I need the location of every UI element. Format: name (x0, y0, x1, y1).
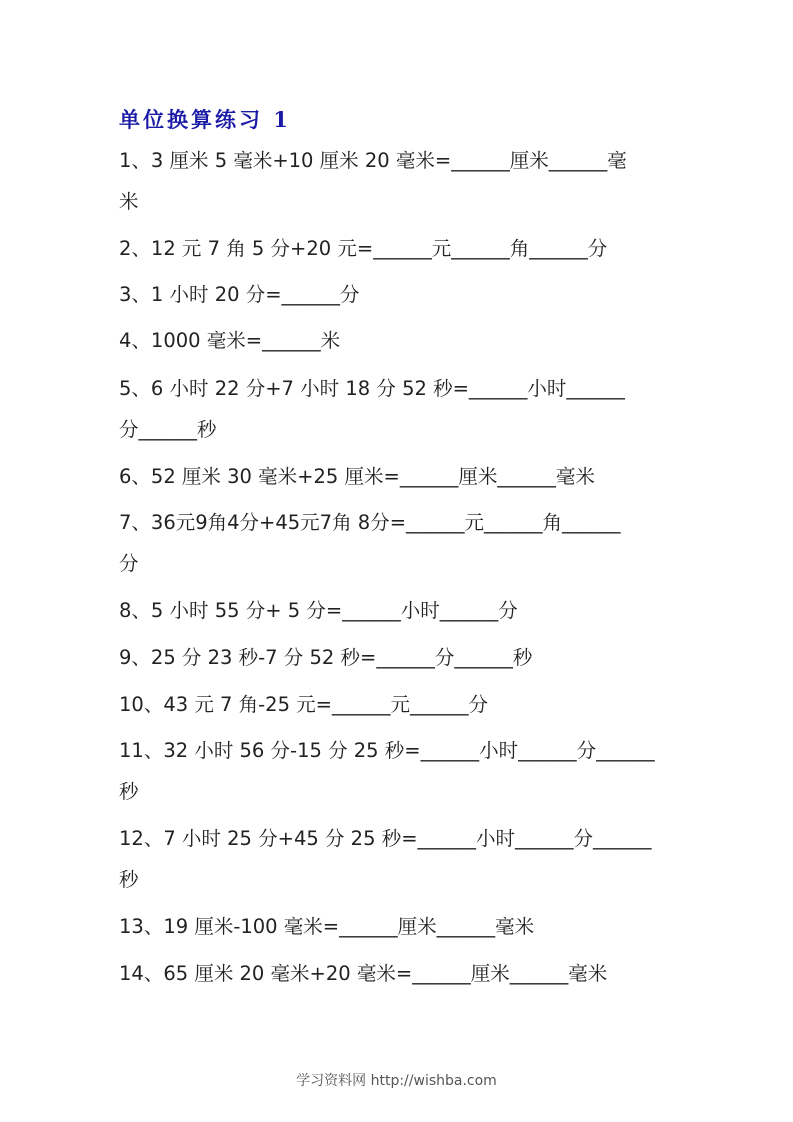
question-6-line-1: 6、52 厘米 30 毫米+25 厘米=______厘米______毫米 (119, 465, 595, 488)
question-12 (119, 818, 675, 900)
question-7-line-1: 7、36元9角4分+45元7角 8分=______元______角______ (119, 511, 621, 534)
question-11 (119, 730, 675, 812)
question-9 (119, 637, 675, 678)
question-8 (119, 590, 675, 631)
question-14-line-1: 14、65 厘米 20 毫米+20 毫米=______厘米______毫米 (119, 962, 608, 985)
question-6 (119, 456, 675, 497)
question-5-line-2: 分______秒 (119, 418, 217, 441)
question-5 (119, 368, 675, 450)
question-1 (119, 140, 675, 222)
question-12-line-2: 秒 (119, 868, 139, 891)
question-5-line-1: 5、6 小时 22 分+7 小时 18 分 52 秒=______小时______ (119, 377, 625, 400)
question-1-line-1: 1、3 厘米 5 毫米+10 厘米 20 毫米=______厘米______毫 (119, 149, 627, 172)
question-11-line-1: 11、32 小时 56 分-15 分 25 秒=______小时______分______ (119, 739, 655, 762)
footer-watermark: 学习资料网 http://wishba.com (296, 1073, 497, 1089)
question-4 (119, 320, 675, 361)
question-14 (119, 953, 675, 994)
question-9-line-1: 9、25 分 23 秒-7 分 52 秒=______分______秒 (119, 646, 533, 669)
question-13 (119, 906, 675, 947)
question-11-line-2: 秒 (119, 780, 139, 803)
question-1-line-2: 米 (119, 190, 139, 213)
question-3 (119, 274, 675, 315)
page-title: 单位换算练习 1 (119, 107, 291, 132)
question-7-line-2: 分 (119, 552, 139, 575)
question-10 (119, 684, 675, 725)
question-13-line-1: 13、19 厘米-100 毫米=______厘米______毫米 (119, 915, 535, 938)
question-2 (119, 228, 675, 269)
question-7 (119, 502, 675, 584)
question-3-line-1: 3、1 小时 20 分=______分 (119, 283, 360, 306)
question-8-line-1: 8、5 小时 55 分+ 5 分=______小时______分 (119, 599, 518, 622)
question-10-line-1: 10、43 元 7 角-25 元=______元______分 (119, 693, 489, 716)
question-4-line-1: 4、1000 毫米=______米 (119, 329, 341, 352)
question-2-line-1: 2、12 元 7 角 5 分+20 元=______元______角______分 (119, 237, 608, 260)
question-12-line-1: 12、7 小时 25 分+45 分 25 秒=______小时______分______ (119, 827, 652, 850)
